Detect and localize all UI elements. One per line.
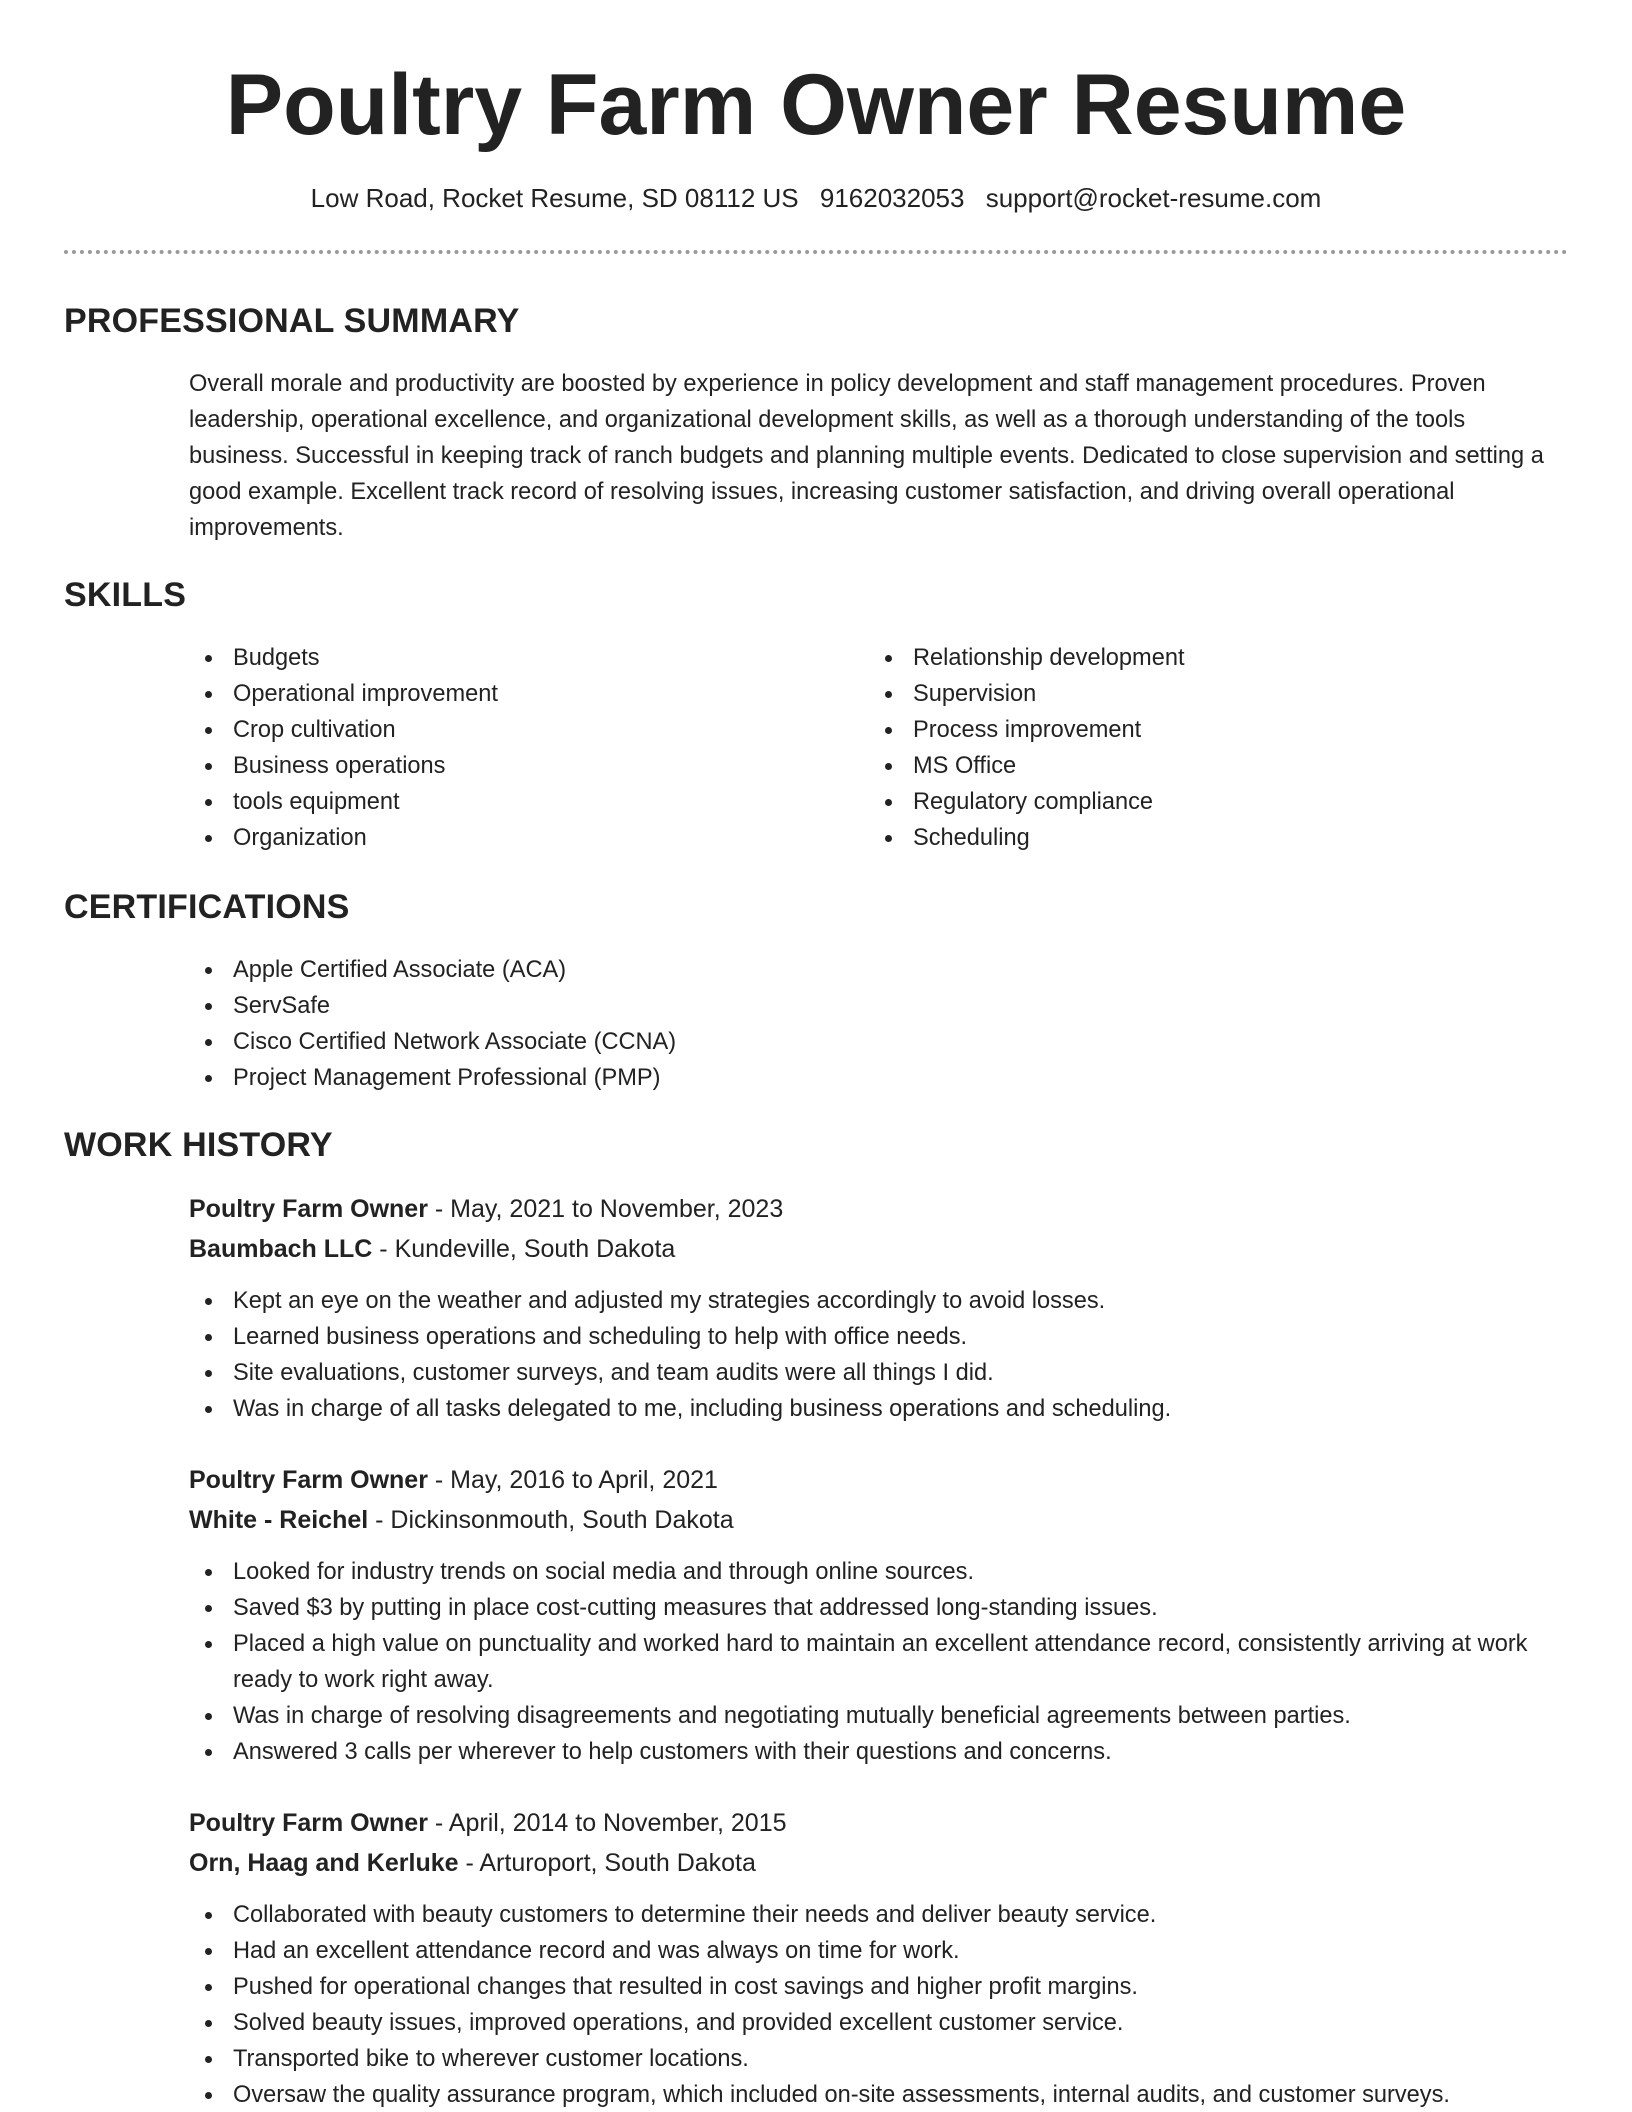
skill-item: Relationship development: [869, 640, 1489, 676]
certification-item: ServSafe: [189, 988, 1489, 1024]
skill-item: Process improvement: [869, 712, 1489, 748]
job-title: Poultry Farm Owner: [189, 1466, 428, 1494]
header-divider: [64, 250, 1568, 254]
job-company: Orn, Haag and Kerluke: [189, 1849, 459, 1877]
contact-email: support@rocket-resume.com: [985, 183, 1322, 213]
job-company: Baumbach LLC: [189, 1235, 373, 1263]
skill-item: Scheduling: [869, 820, 1489, 856]
job-duty-item: Kept an eye on the weather and adjusted my strategies accordingly to avoid losses.: [189, 1283, 1569, 1319]
job-duty-item: Looked for industry trends on social media and through online sources.: [189, 1554, 1569, 1590]
contact-address: Low Road, Rocket Resume, SD 08112 US: [310, 183, 799, 213]
certifications-list: [189, 952, 1489, 1096]
job-duty-item: Saved $3 by putting in place cost-cutting measures that addressed long-standing issues.: [189, 1590, 1569, 1626]
job-duty-item: Was in charge of all tasks delegated to me, including business operations and scheduling.: [189, 1391, 1569, 1427]
job-dates: - May, 2016 to April, 2021: [427, 1466, 718, 1494]
job-duty-item: Site evaluations, customer surveys, and team audits were all things I did.: [189, 1355, 1569, 1391]
job-duty-item: Placed a high value on punctuality and worked hard to maintain an excellent attendance record, consistently arriving at work ready to work right away.: [189, 1626, 1569, 1698]
job-location: - Kundeville, South Dakota: [372, 1235, 676, 1263]
certification-item: Apple Certified Associate (ACA): [189, 952, 1489, 988]
skill-item: MS Office: [869, 748, 1489, 784]
certification-item: Cisco Certified Network Associate (CCNA): [189, 1024, 1489, 1060]
job-entry: [189, 1460, 1569, 1770]
job-duty-item: Oversaw the quality assurance program, which included on-site assessments, internal audits, and customer surveys.: [189, 2077, 1569, 2112]
contact-info: [0, 180, 1632, 216]
certification-item: Project Management Professional (PMP): [189, 1060, 1489, 1096]
job-duty-item: Collaborated with beauty customers to determine their needs and deliver beauty service.: [189, 1897, 1569, 1933]
skill-item: Operational improvement: [189, 676, 809, 712]
skill-item: Crop cultivation: [189, 712, 809, 748]
job-duty-item: Solved beauty issues, improved operations, and provided excellent customer service.: [189, 2005, 1569, 2041]
job-entry: [189, 1189, 1569, 1427]
job-duty-item: Had an excellent attendance record and was always on time for work.: [189, 1933, 1569, 1969]
work-history-heading: WORK HISTORY: [64, 1126, 333, 1164]
skill-item: Budgets: [189, 640, 809, 676]
job-title: Poultry Farm Owner: [189, 1809, 428, 1837]
skills-list-right: [869, 640, 1489, 856]
skills-heading: SKILLS: [64, 576, 187, 614]
job-dates: - April, 2014 to November, 2015: [427, 1809, 787, 1837]
job-title-line: [189, 1460, 1569, 1500]
job-location: - Dickinsonmouth, South Dakota: [368, 1506, 734, 1534]
job-duty-item: Learned business operations and scheduling to help with office needs.: [189, 1319, 1569, 1355]
job-company-line: [189, 1500, 1569, 1540]
resume-title: Poultry Farm Owner Resume: [225, 57, 1407, 153]
skill-item: Organization: [189, 820, 809, 856]
job-duty-item: Was in charge of resolving disagreements and negotiating mutually beneficial agreements between parties.: [189, 1698, 1569, 1734]
job-company: White - Reichel: [189, 1506, 369, 1534]
job-title-line: [189, 1189, 1569, 1229]
job-entry: [189, 1803, 1569, 2112]
job-duties-list: [189, 1897, 1569, 2112]
job-duty-item: Pushed for operational changes that resulted in cost savings and higher profit margins.: [189, 1969, 1569, 2005]
skill-item: tools equipment: [189, 784, 809, 820]
skills-list-left: [189, 640, 809, 856]
job-duty-item: Answered 3 calls per wherever to help customers with their questions and concerns.: [189, 1734, 1569, 1770]
certifications-heading: CERTIFICATIONS: [64, 888, 350, 926]
summary-text: Overall morale and productivity are boosted by experience in policy development and staff management procedures. Proven leadership, operational excellence, and organizational development skills, as well as a thorough understanding of the tools business. Successful in keeping track of ranch budgets and planning multiple events. Dedicated to close supervision and setting a good example. Excellent track record of resolving issues, increasing customer satisfaction, and driving overall operational improvements.: [189, 371, 1544, 541]
summary-heading: PROFESSIONAL SUMMARY: [64, 302, 520, 340]
job-location: - Arturoport, South Dakota: [458, 1849, 756, 1877]
job-dates: - May, 2021 to November, 2023: [427, 1195, 784, 1223]
job-title-line: [189, 1803, 1569, 1843]
job-duties-list: [189, 1283, 1569, 1427]
job-title: Poultry Farm Owner: [189, 1195, 428, 1223]
job-company-line: [189, 1843, 1569, 1883]
skill-item: Business operations: [189, 748, 809, 784]
contact-phone: 9162032053: [819, 183, 965, 213]
skill-item: Regulatory compliance: [869, 784, 1489, 820]
job-duty-item: Transported bike to wherever customer locations.: [189, 2041, 1569, 2077]
job-company-line: [189, 1229, 1569, 1269]
job-duties-list: [189, 1554, 1569, 1770]
skill-item: Supervision: [869, 676, 1489, 712]
